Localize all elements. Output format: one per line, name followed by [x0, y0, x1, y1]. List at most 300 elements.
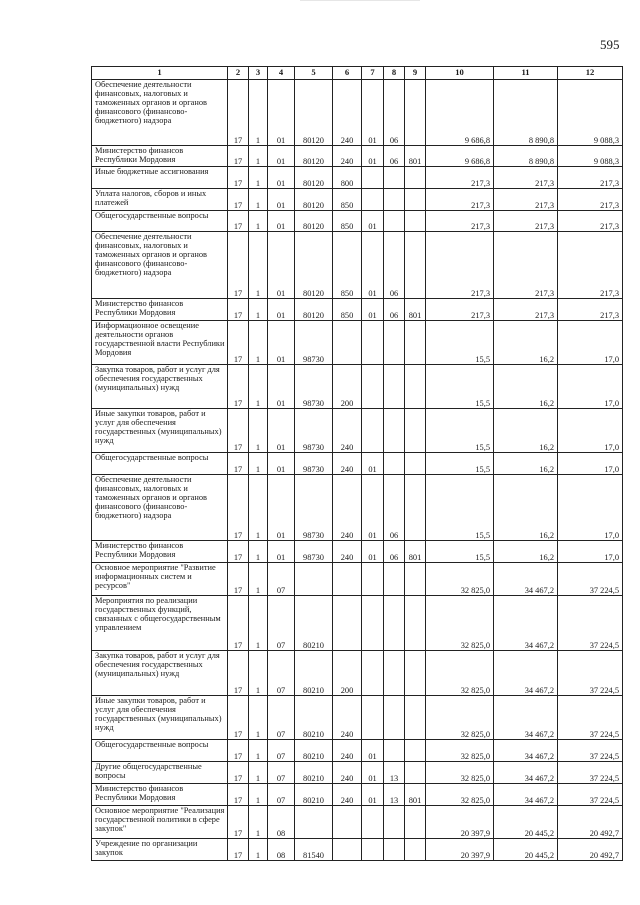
amount-year-3-cell: 37 224,5 — [558, 740, 623, 762]
program-code-cell: 17 — [228, 189, 249, 211]
amount-year-1-cell: 217,3 — [426, 211, 494, 232]
department-code-cell — [405, 365, 426, 409]
amount-year-1-cell: 15,5 — [426, 453, 494, 475]
scan-artifact-line — [300, 0, 420, 1]
subsection-code-cell — [384, 651, 405, 696]
section-code-cell: 01 — [362, 299, 384, 321]
expense-type-code-cell: 240 — [333, 541, 362, 563]
section-code-cell: 01 — [362, 146, 384, 167]
amount-year-1-cell: 217,3 — [426, 232, 494, 299]
table-row — [92, 167, 623, 189]
row-name-text: Другие общегосударственные вопросы — [95, 762, 202, 781]
row-name-cell — [92, 167, 228, 189]
row-name-cell — [92, 839, 228, 861]
amount-year-2-cell: 34 467,2 — [494, 563, 558, 596]
subsection-code-cell: 06 — [384, 146, 405, 167]
direction-code-cell: 98730 — [295, 541, 333, 563]
amount-year-2-cell: 34 467,2 — [494, 784, 558, 806]
amount-year-3-cell: 17,0 — [558, 453, 623, 475]
main-event-code-cell: 01 — [268, 232, 295, 299]
row-name-cell — [92, 784, 228, 806]
row-name-text: Министерство финансов Республики Мордовия — [95, 146, 184, 165]
expense-type-code-cell — [333, 321, 362, 365]
direction-code-cell: 80210 — [295, 651, 333, 696]
program-code-cell: 17 — [228, 806, 249, 839]
amount-year-1-cell: 32 825,0 — [426, 740, 494, 762]
section-code-cell — [362, 189, 384, 211]
subsection-code-cell: 06 — [384, 299, 405, 321]
department-code-cell — [405, 596, 426, 651]
amount-year-2-cell: 16,2 — [494, 475, 558, 541]
department-code-cell — [405, 740, 426, 762]
program-code-cell: 17 — [228, 167, 249, 189]
section-code-cell: 01 — [362, 475, 384, 541]
program-code-cell: 17 — [228, 475, 249, 541]
main-event-code-cell: 07 — [268, 784, 295, 806]
section-code-cell: 01 — [362, 211, 384, 232]
amount-year-3-cell: 217,3 — [558, 232, 623, 299]
amount-year-1-cell: 20 397,9 — [426, 839, 494, 861]
amount-year-1-cell: 32 825,0 — [426, 596, 494, 651]
header-cell: 5 — [295, 67, 333, 80]
amount-year-1-cell: 15,5 — [426, 365, 494, 409]
subprogram-code-cell: 1 — [249, 541, 268, 563]
amount-year-1-cell: 217,3 — [426, 167, 494, 189]
amount-year-1-cell: 9 686,8 — [426, 80, 494, 146]
main-event-code-cell: 01 — [268, 80, 295, 146]
row-name-text: Основное мероприятие "Реализация государственной политики в сфере закупок" — [95, 806, 225, 834]
section-code-cell: 01 — [362, 784, 384, 806]
main-event-code-cell: 07 — [268, 596, 295, 651]
section-code-cell: 01 — [362, 453, 384, 475]
main-event-code-cell: 07 — [268, 696, 295, 740]
row-name-cell — [92, 563, 228, 596]
amount-year-3-cell: 217,3 — [558, 299, 623, 321]
subsection-code-cell — [384, 740, 405, 762]
row-name-text: Обеспечение деятельности финансовых, налоговых и таможенных органов и органов финансового (финансово-бюджетного) надзора — [95, 80, 207, 126]
amount-year-3-cell: 9 088,3 — [558, 80, 623, 146]
table-row — [92, 651, 623, 696]
department-code-cell — [405, 453, 426, 475]
department-code-cell — [405, 806, 426, 839]
direction-code-cell: 98730 — [295, 321, 333, 365]
program-code-cell: 17 — [228, 146, 249, 167]
table-row — [92, 696, 623, 740]
table-row — [92, 232, 623, 299]
subprogram-code-cell: 1 — [249, 563, 268, 596]
section-code-cell — [362, 563, 384, 596]
expense-type-code-cell: 240 — [333, 784, 362, 806]
table-header-row — [92, 67, 623, 80]
subsection-code-cell — [384, 409, 405, 453]
main-event-code-cell: 01 — [268, 409, 295, 453]
table-row — [92, 806, 623, 839]
amount-year-3-cell: 17,0 — [558, 475, 623, 541]
row-name-cell — [92, 211, 228, 232]
main-event-code-cell: 07 — [268, 563, 295, 596]
subprogram-code-cell: 1 — [249, 167, 268, 189]
subprogram-code-cell: 1 — [249, 740, 268, 762]
main-event-code-cell: 01 — [268, 211, 295, 232]
subsection-code-cell — [384, 211, 405, 232]
amount-year-1-cell: 9 686,8 — [426, 146, 494, 167]
subprogram-code-cell: 1 — [249, 596, 268, 651]
amount-year-1-cell: 15,5 — [426, 409, 494, 453]
row-name-text: Общегосударственные вопросы — [95, 740, 209, 749]
program-code-cell: 17 — [228, 563, 249, 596]
amount-year-2-cell: 217,3 — [494, 189, 558, 211]
table-row — [92, 475, 623, 541]
table-row — [92, 365, 623, 409]
direction-code-cell: 80120 — [295, 80, 333, 146]
main-event-code-cell: 01 — [268, 189, 295, 211]
program-code-cell: 17 — [228, 740, 249, 762]
row-name-text: Общегосударственные вопросы — [95, 211, 209, 220]
expense-type-code-cell — [333, 806, 362, 839]
table-row — [92, 563, 623, 596]
amount-year-2-cell: 8 890,8 — [494, 80, 558, 146]
direction-code-cell: 80120 — [295, 167, 333, 189]
amount-year-3-cell: 17,0 — [558, 409, 623, 453]
direction-code-cell: 80210 — [295, 696, 333, 740]
table-row — [92, 596, 623, 651]
expense-type-code-cell: 200 — [333, 651, 362, 696]
row-name-text: Учреждение по организации закупок — [95, 839, 198, 858]
direction-code-cell: 80120 — [295, 146, 333, 167]
section-code-cell: 01 — [362, 80, 384, 146]
amount-year-2-cell: 16,2 — [494, 321, 558, 365]
direction-code-cell: 80120 — [295, 299, 333, 321]
expense-type-code-cell: 850 — [333, 232, 362, 299]
department-code-cell — [405, 80, 426, 146]
main-event-code-cell: 01 — [268, 299, 295, 321]
amount-year-2-cell: 16,2 — [494, 409, 558, 453]
row-name-cell — [92, 762, 228, 784]
header-cell: 9 — [405, 67, 426, 80]
expense-type-code-cell: 240 — [333, 453, 362, 475]
department-code-cell — [405, 189, 426, 211]
direction-code-cell: 80210 — [295, 596, 333, 651]
table-row — [92, 541, 623, 563]
section-code-cell: 01 — [362, 232, 384, 299]
amount-year-2-cell: 34 467,2 — [494, 762, 558, 784]
amount-year-2-cell: 8 890,8 — [494, 146, 558, 167]
subsection-code-cell: 06 — [384, 80, 405, 146]
amount-year-1-cell: 32 825,0 — [426, 651, 494, 696]
expense-type-code-cell: 240 — [333, 475, 362, 541]
subprogram-code-cell: 1 — [249, 762, 268, 784]
row-name-cell — [92, 321, 228, 365]
subprogram-code-cell: 1 — [249, 232, 268, 299]
expense-type-code-cell — [333, 596, 362, 651]
main-event-code-cell: 08 — [268, 839, 295, 861]
row-name-cell — [92, 696, 228, 740]
expense-type-code-cell — [333, 839, 362, 861]
header-cell: 7 — [362, 67, 384, 80]
amount-year-1-cell: 32 825,0 — [426, 784, 494, 806]
row-name-text: Иные закупки товаров, работ и услуг для обеспечения государственных (муниципальных) нужд — [95, 409, 222, 446]
amount-year-1-cell: 15,5 — [426, 321, 494, 365]
program-code-cell: 17 — [228, 541, 249, 563]
row-name-cell — [92, 740, 228, 762]
direction-code-cell — [295, 563, 333, 596]
direction-code-cell: 98730 — [295, 365, 333, 409]
subsection-code-cell — [384, 839, 405, 861]
header-cell: 6 — [333, 67, 362, 80]
amount-year-3-cell: 217,3 — [558, 189, 623, 211]
row-name-text: Министерство финансов Республики Мордовия — [95, 784, 184, 803]
table-row — [92, 740, 623, 762]
row-name-text: Обеспечение деятельности финансовых, налоговых и таможенных органов и органов финансового (финансово-бюджетного) надзора — [95, 232, 207, 278]
expense-type-code-cell: 240 — [333, 409, 362, 453]
department-code-cell — [405, 762, 426, 784]
department-code-cell — [405, 475, 426, 541]
amount-year-2-cell: 34 467,2 — [494, 740, 558, 762]
department-code-cell: 801 — [405, 299, 426, 321]
direction-code-cell: 80120 — [295, 232, 333, 299]
table-row — [92, 453, 623, 475]
table-row — [92, 189, 623, 211]
amount-year-2-cell: 217,3 — [494, 211, 558, 232]
budget-table — [91, 66, 623, 861]
subsection-code-cell: 06 — [384, 232, 405, 299]
row-name-text: Закупка товаров, работ и услуг для обеспечения государственных (муниципальных) нужд — [95, 365, 220, 393]
main-event-code-cell: 08 — [268, 806, 295, 839]
amount-year-3-cell: 17,0 — [558, 541, 623, 563]
table-row — [92, 299, 623, 321]
direction-code-cell: 80120 — [295, 211, 333, 232]
section-code-cell — [362, 806, 384, 839]
main-event-code-cell: 01 — [268, 321, 295, 365]
row-name-cell — [92, 453, 228, 475]
department-code-cell: 801 — [405, 541, 426, 563]
header-cell: 3 — [249, 67, 268, 80]
expense-type-code-cell: 850 — [333, 299, 362, 321]
header-cell: 12 — [558, 67, 623, 80]
section-code-cell: 01 — [362, 762, 384, 784]
main-event-code-cell: 01 — [268, 365, 295, 409]
main-event-code-cell: 01 — [268, 541, 295, 563]
program-code-cell: 17 — [228, 321, 249, 365]
main-event-code-cell: 01 — [268, 167, 295, 189]
department-code-cell — [405, 211, 426, 232]
amount-year-2-cell: 34 467,2 — [494, 696, 558, 740]
subsection-code-cell — [384, 365, 405, 409]
amount-year-2-cell: 217,3 — [494, 167, 558, 189]
subsection-code-cell: 06 — [384, 541, 405, 563]
table-row — [92, 839, 623, 861]
subprogram-code-cell: 1 — [249, 189, 268, 211]
table-row — [92, 409, 623, 453]
subprogram-code-cell: 1 — [249, 321, 268, 365]
department-code-cell — [405, 651, 426, 696]
amount-year-1-cell: 20 397,9 — [426, 806, 494, 839]
page-number: 595 — [600, 37, 620, 52]
expense-type-code-cell: 240 — [333, 146, 362, 167]
row-name-cell — [92, 146, 228, 167]
amount-year-3-cell: 37 224,5 — [558, 696, 623, 740]
amount-year-3-cell: 37 224,5 — [558, 651, 623, 696]
section-code-cell — [362, 365, 384, 409]
direction-code-cell: 80210 — [295, 784, 333, 806]
expense-type-code-cell — [333, 563, 362, 596]
amount-year-2-cell: 16,2 — [494, 365, 558, 409]
direction-code-cell: 98730 — [295, 409, 333, 453]
expense-type-code-cell: 850 — [333, 189, 362, 211]
header-cell: 10 — [426, 67, 494, 80]
amount-year-3-cell: 217,3 — [558, 211, 623, 232]
direction-code-cell: 80210 — [295, 762, 333, 784]
section-code-cell — [362, 596, 384, 651]
department-code-cell — [405, 232, 426, 299]
amount-year-1-cell: 32 825,0 — [426, 762, 494, 784]
row-name-text: Информационное освещение деятельности органов государственной власти Республики Мордовия — [95, 321, 225, 358]
row-name-text: Уплата налогов, сборов и иных платежей — [95, 189, 207, 208]
row-name-text: Основное мероприятие "Развитие информационных систем и ресурсов" — [95, 563, 216, 591]
direction-code-cell: 80120 — [295, 189, 333, 211]
row-name-cell — [92, 475, 228, 541]
section-code-cell — [362, 409, 384, 453]
amount-year-3-cell: 20 492,7 — [558, 839, 623, 861]
section-code-cell — [362, 651, 384, 696]
amount-year-3-cell: 17,0 — [558, 321, 623, 365]
subprogram-code-cell: 1 — [249, 839, 268, 861]
row-name-text: Закупка товаров, работ и услуг для обеспечения государственных (муниципальных) нужд — [95, 651, 220, 679]
subsection-code-cell: 06 — [384, 475, 405, 541]
direction-code-cell — [295, 806, 333, 839]
subsection-code-cell — [384, 321, 405, 365]
department-code-cell — [405, 321, 426, 365]
subsection-code-cell — [384, 596, 405, 651]
expense-type-code-cell: 850 — [333, 211, 362, 232]
main-event-code-cell: 07 — [268, 651, 295, 696]
direction-code-cell: 81540 — [295, 839, 333, 861]
subprogram-code-cell: 1 — [249, 211, 268, 232]
section-code-cell — [362, 321, 384, 365]
subprogram-code-cell: 1 — [249, 146, 268, 167]
header-cell: 1 — [92, 67, 228, 80]
amount-year-3-cell: 37 224,5 — [558, 762, 623, 784]
subsection-code-cell — [384, 453, 405, 475]
subsection-code-cell — [384, 806, 405, 839]
amount-year-3-cell: 17,0 — [558, 365, 623, 409]
amount-year-3-cell: 217,3 — [558, 167, 623, 189]
subprogram-code-cell: 1 — [249, 80, 268, 146]
program-code-cell: 17 — [228, 211, 249, 232]
subprogram-code-cell: 1 — [249, 365, 268, 409]
row-name-text: Мероприятия по реализации государственных функций, связанных с общегосударственным управлением — [95, 596, 221, 633]
amount-year-1-cell: 217,3 — [426, 189, 494, 211]
subprogram-code-cell: 1 — [249, 453, 268, 475]
department-code-cell — [405, 409, 426, 453]
program-code-cell: 17 — [228, 453, 249, 475]
amount-year-3-cell: 20 492,7 — [558, 806, 623, 839]
amount-year-3-cell: 37 224,5 — [558, 563, 623, 596]
table-row — [92, 321, 623, 365]
program-code-cell: 17 — [228, 409, 249, 453]
program-code-cell: 17 — [228, 365, 249, 409]
amount-year-2-cell: 16,2 — [494, 453, 558, 475]
table-row — [92, 211, 623, 232]
row-name-cell — [92, 365, 228, 409]
department-code-cell: 801 — [405, 146, 426, 167]
row-name-cell — [92, 80, 228, 146]
program-code-cell: 17 — [228, 299, 249, 321]
amount-year-1-cell: 15,5 — [426, 541, 494, 563]
amount-year-2-cell: 217,3 — [494, 299, 558, 321]
row-name-cell — [92, 596, 228, 651]
amount-year-2-cell: 34 467,2 — [494, 651, 558, 696]
section-code-cell — [362, 839, 384, 861]
subprogram-code-cell: 1 — [249, 806, 268, 839]
main-event-code-cell: 07 — [268, 762, 295, 784]
main-event-code-cell: 01 — [268, 475, 295, 541]
amount-year-1-cell: 217,3 — [426, 299, 494, 321]
row-name-cell — [92, 806, 228, 839]
amount-year-1-cell: 32 825,0 — [426, 696, 494, 740]
subsection-code-cell — [384, 696, 405, 740]
subprogram-code-cell: 1 — [249, 651, 268, 696]
program-code-cell: 17 — [228, 232, 249, 299]
amount-year-2-cell: 16,2 — [494, 541, 558, 563]
subprogram-code-cell: 1 — [249, 299, 268, 321]
amount-year-3-cell: 9 088,3 — [558, 146, 623, 167]
amount-year-2-cell: 34 467,2 — [494, 596, 558, 651]
program-code-cell: 17 — [228, 696, 249, 740]
expense-type-code-cell: 240 — [333, 80, 362, 146]
table-row — [92, 784, 623, 806]
program-code-cell: 17 — [228, 596, 249, 651]
header-cell: 11 — [494, 67, 558, 80]
program-code-cell: 17 — [228, 762, 249, 784]
amount-year-2-cell: 20 445,2 — [494, 839, 558, 861]
subsection-code-cell — [384, 167, 405, 189]
table-row — [92, 146, 623, 167]
department-code-cell: 801 — [405, 784, 426, 806]
section-code-cell: 01 — [362, 740, 384, 762]
program-code-cell: 17 — [228, 839, 249, 861]
row-name-text: Общегосударственные вопросы — [95, 453, 209, 462]
program-code-cell: 17 — [228, 651, 249, 696]
subsection-code-cell: 13 — [384, 762, 405, 784]
section-code-cell — [362, 696, 384, 740]
header-cell: 4 — [268, 67, 295, 80]
expense-type-code-cell: 200 — [333, 365, 362, 409]
section-code-cell: 01 — [362, 541, 384, 563]
row-name-cell — [92, 409, 228, 453]
table-body — [92, 80, 623, 861]
department-code-cell — [405, 696, 426, 740]
table-row — [92, 80, 623, 146]
amount-year-2-cell: 217,3 — [494, 232, 558, 299]
expense-type-code-cell: 240 — [333, 762, 362, 784]
row-name-cell — [92, 189, 228, 211]
row-name-cell — [92, 651, 228, 696]
row-name-text: Министерство финансов Республики Мордовия — [95, 541, 184, 560]
subsection-code-cell — [384, 189, 405, 211]
direction-code-cell: 80210 — [295, 740, 333, 762]
row-name-text: Иные бюджетные ассигнования — [95, 167, 209, 176]
program-code-cell: 17 — [228, 784, 249, 806]
amount-year-2-cell: 20 445,2 — [494, 806, 558, 839]
section-code-cell — [362, 167, 384, 189]
header-cell: 2 — [228, 67, 249, 80]
main-event-code-cell: 01 — [268, 146, 295, 167]
program-code-cell: 17 — [228, 80, 249, 146]
main-event-code-cell: 07 — [268, 740, 295, 762]
amount-year-3-cell: 37 224,5 — [558, 596, 623, 651]
row-name-cell — [92, 541, 228, 563]
